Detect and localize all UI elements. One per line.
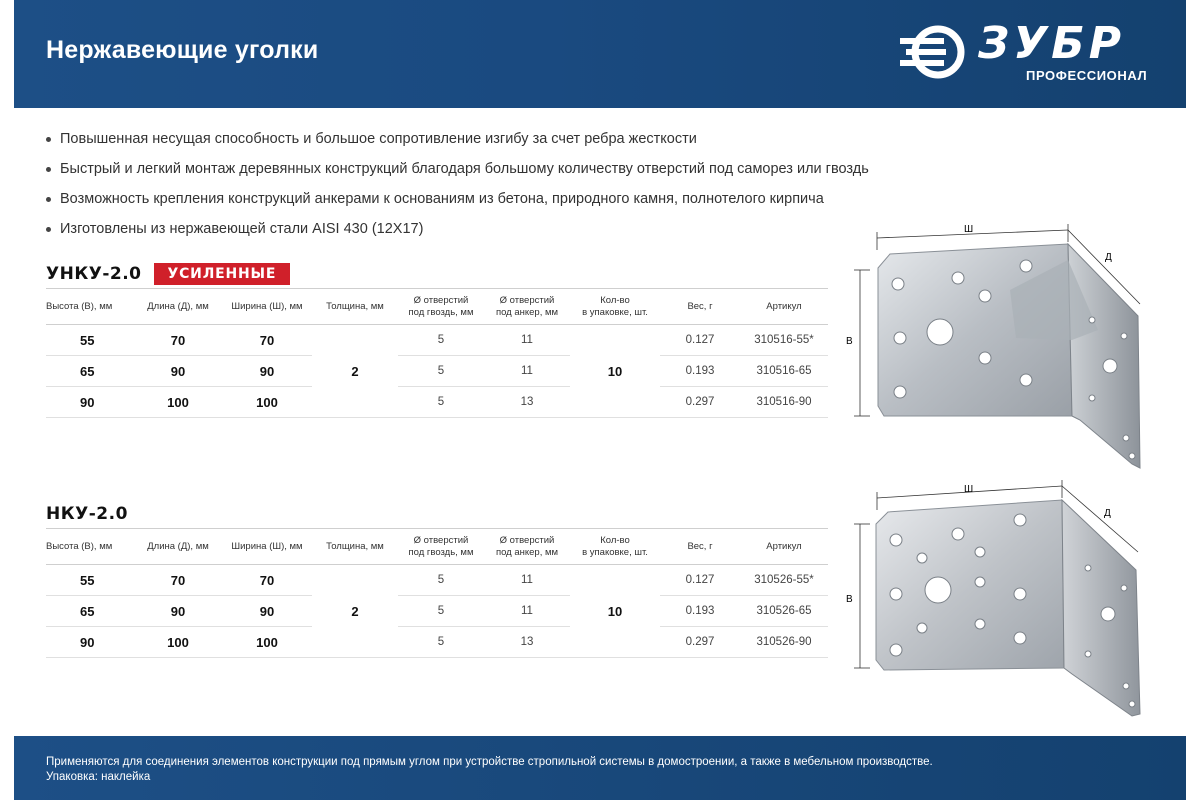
cell-weight: 0.193 — [660, 596, 740, 627]
footer-packaging-text: Упаковка: наклейка — [46, 771, 151, 783]
cell-width: 90 — [222, 356, 312, 387]
brand-logo — [900, 18, 1170, 88]
table-header-row — [46, 529, 828, 565]
cell-anchor: 11 — [484, 325, 570, 356]
cell-article: 310516-65 — [740, 356, 828, 387]
cell-length: 100 — [134, 387, 222, 418]
cell-anchor: 13 — [484, 387, 570, 418]
table-row — [46, 387, 828, 418]
feature-item: Быстрый и легкий монтаж деревянных конструкций благодаря большому количеству отверстий под саморез или гвоздь — [44, 160, 864, 190]
col-qty: Кол-во в упаковке, шт. — [570, 529, 660, 565]
cell-width: 70 — [222, 325, 312, 356]
feature-item: Изготовлены из нержавеющей стали AISI 430 (12Х17) — [44, 220, 864, 250]
cell-height: 90 — [46, 387, 134, 418]
product-section-nku — [46, 502, 828, 658]
bison-logo-icon — [900, 24, 970, 84]
bracket-side-face — [1068, 244, 1140, 468]
cell-anchor: 11 — [484, 596, 570, 627]
dim-height-label: В — [846, 336, 853, 347]
cell-width: 100 — [222, 627, 312, 658]
cell-weight: 0.297 — [660, 627, 740, 658]
table-row — [46, 565, 828, 596]
footer-banner — [14, 736, 1186, 800]
brand-name: ЗУБР — [978, 18, 1125, 69]
footer-usage-text: Применяются для соединения элементов конструкции под прямым углом при устройстве стропильной системы в домостроении, а также в мебельном производстве. — [46, 756, 933, 768]
cell-length: 90 — [134, 596, 222, 627]
col-length: Длина (Д), мм — [134, 529, 222, 565]
col-anchor-hole: Ø отверстий под анкер, мм — [484, 289, 570, 325]
col-height: Высота (В), мм — [46, 529, 134, 565]
dim-length-label: Д — [1104, 508, 1111, 519]
col-thickness: Толщина, мм — [312, 529, 398, 565]
cell-width: 90 — [222, 596, 312, 627]
col-weight: Вес, г — [660, 529, 740, 565]
cell-nail: 5 — [398, 356, 484, 387]
cell-thickness: 2 — [312, 565, 398, 658]
cell-weight: 0.297 — [660, 387, 740, 418]
col-nail-hole: Ø отверстий под гвоздь, мм — [398, 529, 484, 565]
col-weight: Вес, г — [660, 289, 740, 325]
dim-width-label: Ш — [964, 484, 974, 495]
cell-thickness: 2 — [312, 325, 398, 418]
table-row — [46, 325, 828, 356]
cell-anchor: 13 — [484, 627, 570, 658]
product-name: НКУ-2.0 — [46, 504, 128, 524]
col-article: Артикул — [740, 289, 828, 325]
product-section-unku — [46, 262, 828, 418]
cell-width: 70 — [222, 565, 312, 596]
cell-weight: 0.193 — [660, 356, 740, 387]
cell-anchor: 11 — [484, 356, 570, 387]
dim-length-label: Д — [1105, 252, 1112, 263]
cell-qty: 10 — [570, 565, 660, 658]
col-height: Высота (В), мм — [46, 289, 134, 325]
cell-article: 310526-65 — [740, 596, 828, 627]
feature-item: Возможность крепления конструкций анкерами к основаниям из бетона, природного камня, полнотелого кирпича — [44, 190, 864, 220]
cell-article: 310516-55* — [740, 325, 828, 356]
cell-length: 70 — [134, 325, 222, 356]
cell-length: 90 — [134, 356, 222, 387]
bracket-diagram-unku — [840, 220, 1160, 480]
spec-table — [46, 528, 828, 658]
reinforced-badge: УСИЛЕННЫЕ — [154, 263, 291, 285]
cell-height: 65 — [46, 596, 134, 627]
cell-height: 55 — [46, 565, 134, 596]
header-banner — [14, 0, 1186, 108]
bracket-front-face — [876, 500, 1064, 670]
brand-subtitle: ПРОФЕССИОНАЛ — [1026, 68, 1148, 83]
feature-item: Повышенная несущая способность и большое сопротивление изгибу за счет ребра жесткости — [44, 130, 864, 160]
col-width: Ширина (Ш), мм — [222, 529, 312, 565]
cell-nail: 5 — [398, 325, 484, 356]
cell-height: 65 — [46, 356, 134, 387]
cell-length: 100 — [134, 627, 222, 658]
cell-article: 310516-90 — [740, 387, 828, 418]
spec-table — [46, 288, 828, 418]
cell-anchor: 11 — [484, 565, 570, 596]
product-name: УНКУ-2.0 — [46, 264, 142, 284]
feature-list — [44, 130, 869, 250]
col-qty: Кол-во в упаковке, шт. — [570, 289, 660, 325]
table-row — [46, 356, 828, 387]
col-length: Длина (Д), мм — [134, 289, 222, 325]
page-title: Нержавеющие уголки — [46, 36, 319, 64]
col-thickness: Толщина, мм — [312, 289, 398, 325]
cell-nail: 5 — [398, 565, 484, 596]
cell-height: 90 — [46, 627, 134, 658]
dim-width-label: Ш — [964, 224, 974, 235]
bracket-diagram-nku — [840, 478, 1160, 728]
cell-height: 55 — [46, 325, 134, 356]
col-nail-hole: Ø отверстий под гвоздь, мм — [398, 289, 484, 325]
col-width: Ширина (Ш), мм — [222, 289, 312, 325]
col-anchor-hole: Ø отверстий под анкер, мм — [484, 529, 570, 565]
dim-height-label: В — [846, 594, 853, 605]
cell-qty: 10 — [570, 325, 660, 418]
cell-article: 310526-55* — [740, 565, 828, 596]
table-row — [46, 627, 828, 658]
cell-length: 70 — [134, 565, 222, 596]
cell-width: 100 — [222, 387, 312, 418]
cell-nail: 5 — [398, 627, 484, 658]
table-row — [46, 596, 828, 627]
cell-article: 310526-90 — [740, 627, 828, 658]
col-article: Артикул — [740, 529, 828, 565]
cell-weight: 0.127 — [660, 565, 740, 596]
table-header-row — [46, 289, 828, 325]
cell-nail: 5 — [398, 387, 484, 418]
cell-nail: 5 — [398, 596, 484, 627]
cell-weight: 0.127 — [660, 325, 740, 356]
